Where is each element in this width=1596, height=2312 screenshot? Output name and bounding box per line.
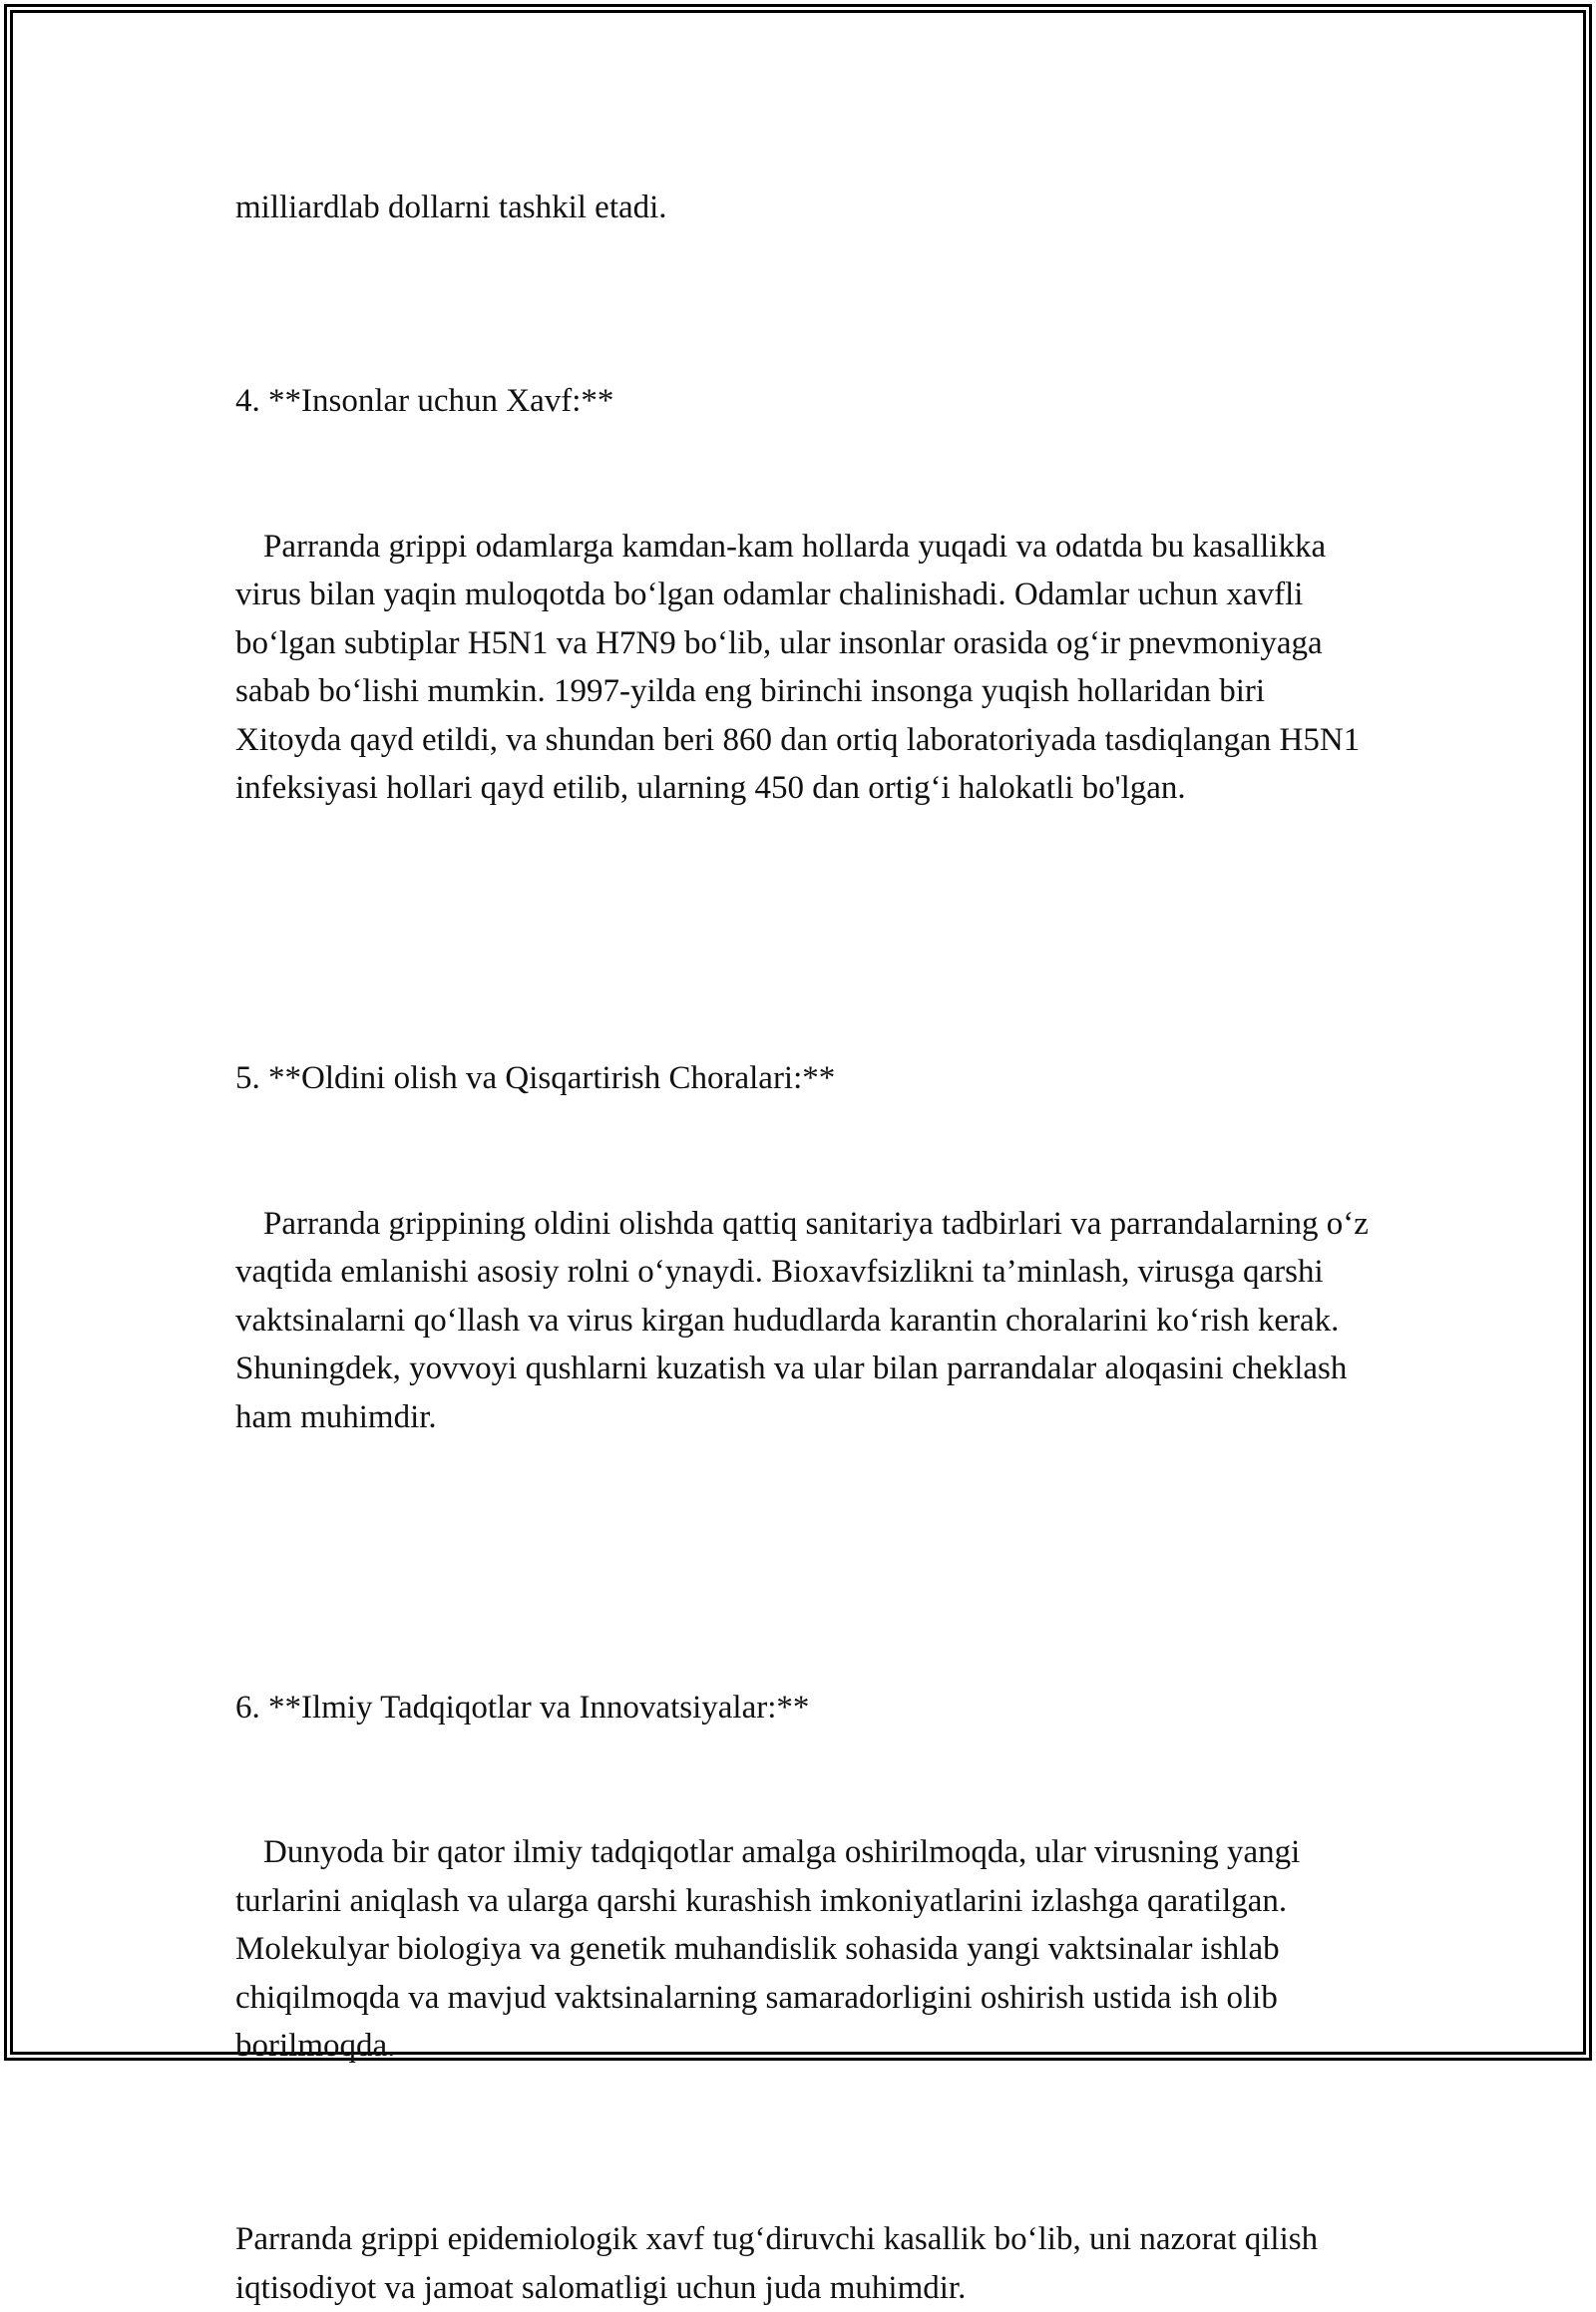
- document-body: [235, 184, 1378, 2312]
- section-research: [235, 1587, 1373, 2167]
- section-text: Dunyoda bir qator ilmiy tadqiqotlar amalga oshirilmoqda, ular virusning yangi turlarini aniqlash va ularga qarshi kurashish imkoniyatlarini izlashga qaratilgan. Molekulyar biologiya va genetik muhandislik sohasida yangi vaktsinalar ishlab chiqilmoqda va mavjud vaktsinalarning samaradorligini oshirish ustida ish olib borilmoqda.: [235, 1834, 1309, 2064]
- section-prevention: [235, 958, 1378, 1538]
- section-heading: 6. **Ilmiy Tadqiqotlar va Innovatsiyalar:**: [235, 1689, 810, 1726]
- section-human-risk: [235, 280, 1373, 910]
- section-text: Parranda grippi odamlarga kamdan-kam hollarda yuqadi va odatda bu kasallikka virus bilan yaqin muloqotda bo‘lgan odamlar chalinishadi. Odamlar uchun xavfli bo‘lgan subtiplar H5N1 va H7N9 bo‘lib, ular insonlar orasida og‘ir pnevmoniyaga sabab bo‘lishi mumkin. 1997-yilda eng birinchi insonga yuqish hollaridan biri Xitoyda qayd etildi, va shundan beri 860 dan ortiq laboratoriyada tasdiqlangan H5N1 infeksiyasi hollari qayd etilib, ularning 450 dan ortig‘i halokatli bo'lgan.: [235, 528, 1369, 806]
- continuation-paragraph: milliardlab dollarni tashkil etadi.: [235, 190, 667, 225]
- conclusion-paragraph: Parranda grippi epidemiologik xavf tug‘diruvchi kasallik bo‘lib, uni nazorat qilish iqtisodiyot va jamoat salomatligi uchun juda muhimdir.: [235, 2221, 1327, 2306]
- section-heading: 4. **Insonlar uchun Xavf:**: [235, 383, 614, 419]
- section-heading: 5. **Oldini olish va Qisqartirish Choralari:**: [235, 1060, 836, 1096]
- section-text: Parranda grippining oldini olishda qattiq sanitariya tadbirlari va parrandalarning o‘z vaqtida emlanishi asosiy rolni o‘ynaydi. Bioxavfsizlikni ta’minlash, virusga qarshi vaktsinalarni qo‘llash va virus kirgan hududlarda karantin choralarini ko‘rish kerak. Shuningdek, yovvoyi qushlarni kuzatish va ular bilan parrandalar aloqasini cheklash ham muhimdir.: [235, 1205, 1378, 1435]
